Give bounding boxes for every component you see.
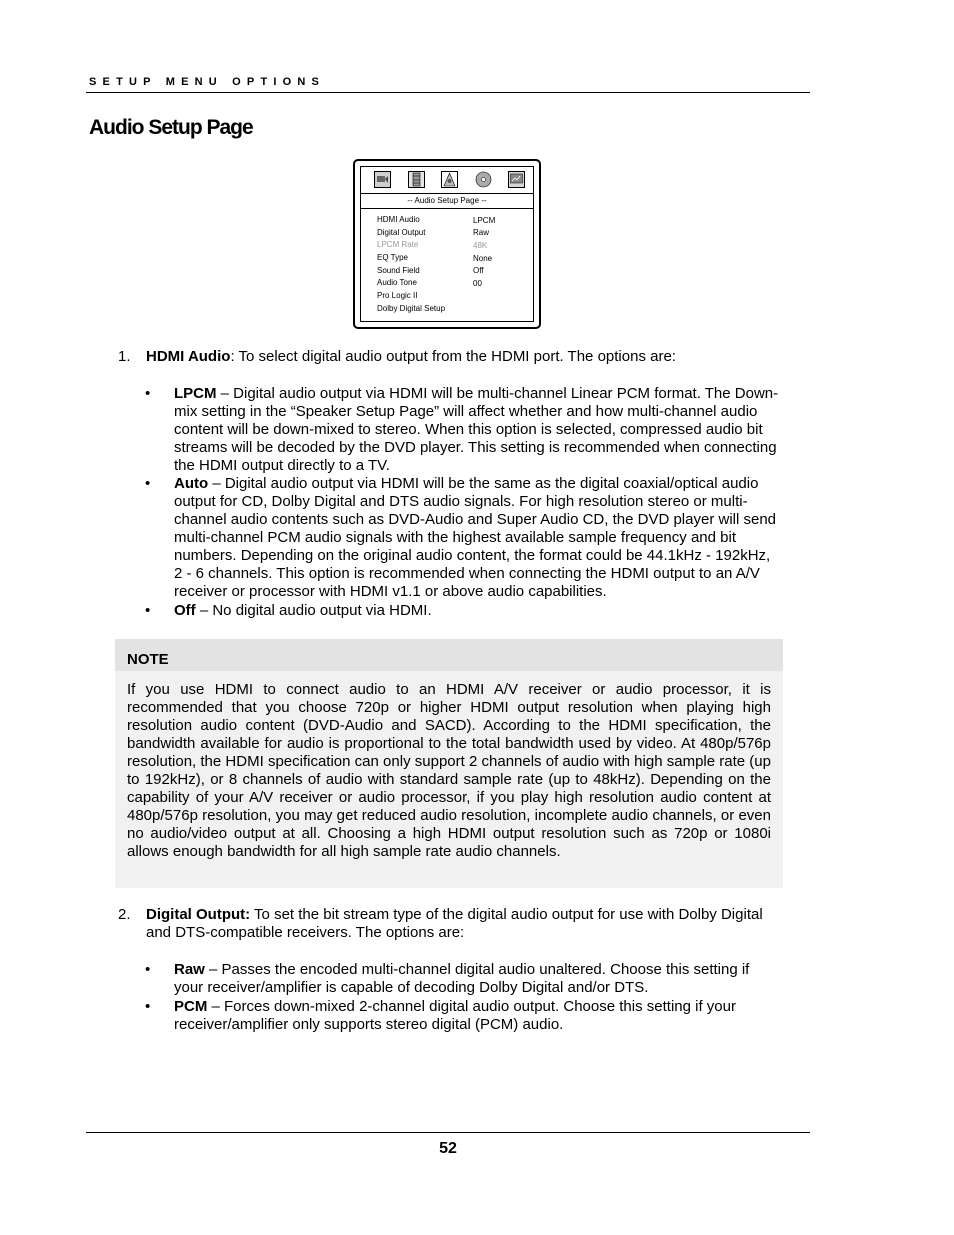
- bullet-icon: •: [145, 961, 151, 978]
- disc-setup-icon: [475, 171, 492, 188]
- menu-divider: [361, 193, 533, 194]
- option-text: – Digital audio output via HDMI will be the same as the digital coaxial/optical audio: [208, 475, 759, 492]
- menu-label-lpcm-rate: LPCM Rate: [377, 240, 419, 249]
- menu-value-hdmi-audio: LPCM: [473, 216, 496, 225]
- item1-text: : To select digital audio output from the HDMI port. The options are:: [230, 348, 676, 365]
- note-box: [115, 639, 783, 888]
- item2-text-line: and DTS-compatible receivers. The options are:: [146, 924, 465, 941]
- osd-menu-title: -- Audio Setup Page --: [407, 196, 487, 205]
- note-title: NOTE: [127, 651, 169, 668]
- option-text: – Passes the encoded multi-channel digital audio unaltered. Choose this setting if: [204, 961, 750, 978]
- option-text-line: receiver or processor with HDMI v1.1 or above audio capabilities.: [174, 583, 607, 600]
- option-text-line: content will be down-mixed to stereo. When this option is selected, compressed audio bit: [174, 421, 763, 438]
- menu-value-audio-tone: 00: [473, 279, 482, 288]
- menu-divider: [361, 208, 533, 209]
- option-text-line: the HDMI output directly to a TV.: [174, 457, 390, 474]
- note-text: If you use HDMI to connect audio to an HDMI A/V receiver or audio processor, it is recommended that you choose 720p or higher HDMI output resolution when playing high resolution audio content (DVD-Audio and SACD). According to the HDMI specification, the bandwidth available for audio is proportional to the total bandwidth used by video. At 480p/576p resolution, the HDMI specification can only support 2 channels of audio with high sample rate (up to 192kHz), or 8 channels of audio with standard sample rate (up to 48kHz). Depending on the capability of your A/V receiver or audio processor, if you play high resolution audio content at 480p/576p resolution, you may get reduced audio resolution, incomplete audio channels, or even no audio/video output at all. Choosing a high HDMI output resolution such as 720p or 1080i allows enough bandwidth for all high sample rate audio channels.: [127, 681, 771, 860]
- option-text: – Digital audio output via HDMI will be multi-channel Linear PCM format. The Down-: [216, 385, 779, 402]
- menu-label-sound-field: Sound Field: [377, 266, 420, 275]
- option-text-line: 2 - 6 channels. This option is recommended when connecting the HDMI output to an A/V: [174, 565, 760, 582]
- note-header: [115, 639, 783, 671]
- option-text-line: output for CD, Dolby Digital and DTS audio signals. For high resolution stereo or multi-: [174, 493, 748, 510]
- menu-value-lpcm-rate: 48K: [473, 241, 488, 250]
- item1-number: 1.: [118, 348, 131, 365]
- menu-label-hdmi-audio: HDMI Audio: [377, 215, 420, 224]
- bottom-rule: [86, 1132, 810, 1133]
- pcm-option: [174, 998, 736, 1016]
- menu-value-digital-output: Raw: [473, 228, 490, 237]
- page-number: 52: [439, 1140, 457, 1157]
- option-text-line: numbers. Depending on the original audio content, the format could be 44.1kHz - 192kHz,: [174, 547, 771, 564]
- bullet-icon: •: [145, 385, 151, 402]
- menu-label-digital-output: Digital Output: [377, 228, 426, 237]
- item2-term: Digital Output:: [146, 906, 251, 923]
- raw-option: [174, 961, 749, 979]
- option-term: LPCM: [174, 385, 217, 402]
- item2-paragraph: [146, 906, 763, 924]
- display-setup-icon: [508, 171, 525, 188]
- option-text-line: receiver/amplifier only supports stereo digital (PCM) audio.: [174, 1016, 564, 1033]
- menu-value-sound-field: Off: [473, 266, 484, 275]
- lpcm-option: [174, 385, 778, 403]
- osd-menu-panel: [360, 166, 534, 322]
- menu-label-pro-logic: Pro Logic II: [377, 291, 418, 300]
- menu-label-eq-type: EQ Type: [377, 253, 408, 262]
- audio-setup-icon: [441, 171, 458, 188]
- option-text-line: streams will be decoded by the DVD player. This setting is recommended when connecting: [174, 439, 777, 456]
- bullet-icon: •: [145, 602, 151, 619]
- option-term: Off: [174, 602, 196, 619]
- item1-term: HDMI Audio: [146, 348, 231, 365]
- off-option: [174, 602, 432, 620]
- option-text-line: mix setting in the “Speaker Setup Page” will affect whether and how multi-channel audio: [174, 403, 758, 420]
- option-text-line: multi-channel PCM audio signals with the highest available sample frequency and bit: [174, 529, 736, 546]
- speaker-setup-icon: [374, 171, 391, 188]
- option-text: – No digital audio output via HDMI.: [195, 602, 432, 619]
- menu-label-dolby-digital-setup: Dolby Digital Setup: [377, 304, 446, 313]
- osd-menu-screenshot: [353, 159, 541, 329]
- menu-label-audio-tone: Audio Tone: [377, 278, 417, 287]
- item2-text: To set the bit stream type of the digital audio output for use with Dolby Digital: [250, 906, 763, 923]
- page-title: Audio Setup Page: [89, 116, 253, 139]
- auto-option: [174, 475, 758, 493]
- top-rule: [86, 92, 810, 93]
- section-header: SETUP MENU OPTIONS: [89, 76, 326, 88]
- option-term: Raw: [174, 961, 205, 978]
- bullet-icon: •: [145, 475, 151, 492]
- menu-value-eq-type: None: [473, 254, 493, 263]
- option-term: PCM: [174, 998, 208, 1015]
- osd-menu-icon-bar: [361, 171, 533, 195]
- item1-paragraph: [146, 348, 676, 366]
- option-text-line: your receiver/amplifier is capable of decoding Dolby Digital and/or DTS.: [174, 979, 649, 996]
- video-setup-icon: [408, 171, 425, 188]
- bullet-icon: •: [145, 998, 151, 1015]
- option-term: Auto: [174, 475, 209, 492]
- item2-number: 2.: [118, 906, 131, 923]
- option-text-line: channel audio contents such as DVD-Audio and Super Audio CD, the DVD player will send: [174, 511, 777, 528]
- option-text: – Forces down-mixed 2-channel digital audio output. Choose this setting if your: [207, 998, 736, 1015]
